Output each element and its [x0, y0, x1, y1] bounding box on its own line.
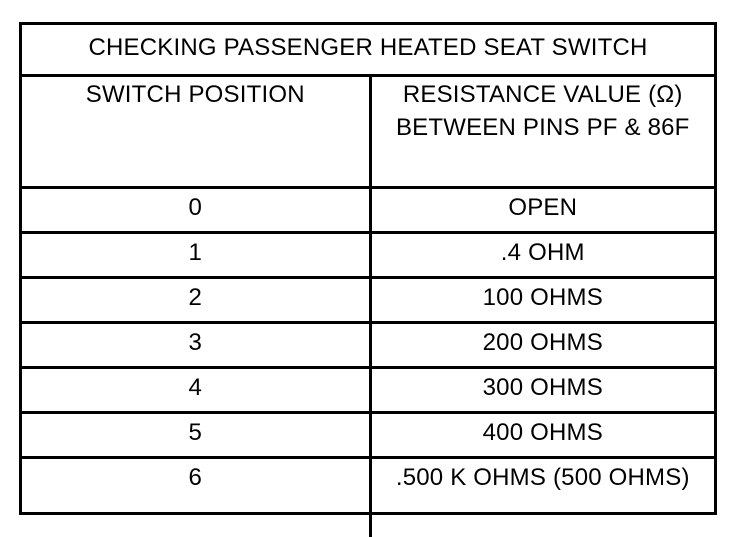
switch-position-cell: 4	[22, 368, 370, 413]
table-row	[22, 188, 714, 233]
switch-position-cell: 3	[22, 323, 370, 368]
table-title: CHECKING PASSENGER HEATED SEAT SWITCH	[22, 25, 714, 76]
resistance-table	[22, 25, 714, 537]
switch-position-cell: 0	[22, 188, 370, 233]
resistance-value-cell: 200 OHMS	[370, 323, 714, 368]
table-row	[22, 458, 714, 537]
switch-position-cell: 2	[22, 278, 370, 323]
table-row	[22, 278, 714, 323]
table-title-row	[22, 25, 714, 76]
switch-position-cell: 5	[22, 413, 370, 458]
heated-seat-switch-table	[19, 22, 717, 515]
resistance-value-cell: 100 OHMS	[370, 278, 714, 323]
table-row	[22, 413, 714, 458]
table-header-row	[22, 76, 714, 188]
resistance-value-cell: .500 K OHMS (500 OHMS)	[370, 458, 714, 537]
resistance-value-cell: .4 OHM	[370, 233, 714, 278]
switch-position-header: SWITCH POSITION	[22, 76, 370, 188]
switch-position-cell: 1	[22, 233, 370, 278]
table-row	[22, 233, 714, 278]
resistance-value-cell: 300 OHMS	[370, 368, 714, 413]
table-row	[22, 323, 714, 368]
resistance-value-cell: OPEN	[370, 188, 714, 233]
resistance-value-header: RESISTANCE VALUE (Ω) BETWEEN PINS PF & 86F	[370, 76, 714, 188]
resistance-value-cell: 400 OHMS	[370, 413, 714, 458]
table-row	[22, 368, 714, 413]
switch-position-cell: 6	[22, 458, 370, 537]
